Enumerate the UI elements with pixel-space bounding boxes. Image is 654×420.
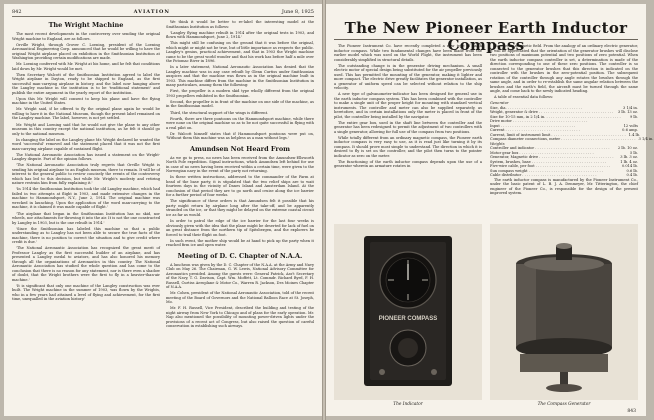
table-cell-value: 0.6 amp. — [622, 128, 638, 133]
compass-article-body — [334, 44, 482, 169]
paragraph: the earth's magnetic field. From the analogy of an ordinary electric generator, it will be appreciated that the orientation of the generator brushes will disclose two positions of maximum potential and two positions of zero potential. When the earth inductor compass controller is set, a determination is made of the direction corresponding to one of these zero positions. The controller is so connected to the generator brushes that this direction is indicated on the controller with the brushes in the zero-potential position. The subsequent rotation of the controller through any angle rotates the brushes through the same angle, and in order to re-establish the same angular relation between the brushes and the earth's field, the aircraft must be turned through the same angle, and come back to the newly indicated heading. — [490, 44, 638, 93]
table-cell-value: 1 lb. 4 oz. — [620, 159, 638, 164]
paragraph: In such event, the mother ship would be at hand to pick up the party when it reached firm ice and open water. — [166, 238, 314, 248]
paragraph: 'Langley flying machine rebuilt in 1914 after the original tests in 1903, and flown with Hammondsport, June 2, 1914.' — [166, 30, 314, 40]
right-page-number: 843 — [627, 409, 636, 414]
table-cell-value: 9 lb. — [629, 114, 638, 119]
paragraph: Third, the structural support of the wings is different. — [170, 110, 269, 115]
paragraph: The most recent developments in the controversy over sending the original Wright machine to England, are as follows. — [12, 32, 160, 41]
naa-meeting-body — [166, 263, 314, 329]
paragraph: A table of essential data follows: — [494, 95, 554, 100]
table-cell-value: 12 volts — [623, 123, 638, 128]
table-cell-key: Controller and indicator . . . . . . . . . . . . . . . . . . . . . . . . . . . . . . . . . — [490, 146, 610, 151]
table-cell-value: 0.6 lb. — [626, 168, 638, 173]
table-section-label: Generator — [490, 101, 509, 106]
paragraph: This might still be confusing on the ground that it was before the original, which might or might not be true, but of little importance as respects the public. Langley's genius, practical achievement, and that in 1903 the Wright machine came to be the great world wonder and that his work has before half a mile over the Potomac River in 1896. — [166, 41, 314, 64]
paragraph: A new type of galvanometer-indicator has been designed for general use in the earth inductor compass system. This has been combined with the controller to make a single unit of the proper height for mounting with standard vertical instruments. The controller and meter can also be supplied separately, as heretofore, and in certain installations only the meter is placed in front of the pilot, the controller being installed by the navigator. — [334, 92, 482, 119]
table-cell-key: Drive motor . . . . . . . . . . . . . . . . . . . . . . . . . . . . . . . . . — [490, 119, 588, 124]
compass-article-closing — [490, 178, 638, 196]
paragraph: Orville Wright, through Grover C. Loening, president of the Loening Aeronautical Engineering Corp. announced that he would be willing to have the original Wright airplane placed on exhibition in the Smithsonian Institution at Washington providing certain modifications are made. — [12, 42, 160, 61]
table-cell-key: Input . . . . . . . . . . . . . . . . . . . . . . . . . . . . . . . . . — [490, 123, 576, 128]
running-title: AVIATION — [133, 8, 170, 15]
paragraph: The Pioneer Instrument Co. have recently completed a new type of earth inductor compass. While two fundamental changes have been made from the earlier model which was used on the World Flight, the instrument has been considerably simplified in structural details. — [334, 44, 482, 62]
paragraph: As we go to press, no news has been received from the Amundsen-Ellsworth North Pole expedition. Signal instructions, which Amundsen left behind for use in case of no news having been received within a certain time, were given to the Norwegian navy in the event of the party not returning. — [166, 155, 314, 174]
issue-date: June 8, 1925 — [281, 8, 314, 15]
wright-machine-title: The Wright Machine — [48, 21, 124, 29]
indicator-brand-label: PIONEER COMPASS — [378, 316, 438, 322]
title-divider — [334, 39, 638, 40]
table-cell-key: Five-wire cable, per foot . . . . . . . . . . . . . . . . . . . . . . . . . . . . . . . . . — [490, 164, 611, 169]
paragraph: Mr. F. H. Russell, Vice President, described the building and testing of the night airway from New York to Chicago and of plans for the early operation. Mr. Nap also mentioned the possibility of mounting power-driven lights under the provisions of a recent act of Congress, but also raised the question of careful conservation in establishing such airways. — [166, 306, 314, 329]
paragraph: The significance of these orders is that Amundsen felt it possible that his party might return by airplane long after the take-off, and be apparently stranded on the ice, or that they might be delayed on the extreme coastal circuit ice as far as would. — [166, 199, 314, 217]
table-cell-key: Motor gear box . . . . . . . . . . . . . . . . . . . . . . . . . . . . . . . . . — [490, 150, 594, 155]
right-page — [326, 4, 654, 416]
table-cell-key: Size, dia. . . . . . . . . . . . . . . . . . . . . . . . . . . . . . . . . . — [490, 105, 583, 110]
page-header-left — [12, 7, 314, 17]
paragraph: 'Since the Smithsonian has labeled this machine so that a public understanding as to Langley has not been able to secure the true facts of the machine, there is no position to correct the situation and to give credit where credit is due.' — [12, 226, 160, 245]
wright-article-continued — [166, 20, 314, 141]
paragraph: Second, the propeller is in front of the machine on one side of the machine, as in the Smithsonian model. — [166, 99, 314, 109]
paragraph: We think it would be better to re-label the interesting model at the Smithsonian Institution as follows: — [166, 20, 314, 29]
table-cell-value: 3 lb. 13 oz. — [617, 110, 638, 115]
paragraph: Fourth, there are three pontoons on the Hammondsport machine, while there were none on the original machine so as to be not quite successful in flying with a real pilot on. — [166, 116, 314, 130]
paragraph: The functioning of the earth inductor compass depends upon the use of a generator wherein an armature rotates in — [334, 159, 482, 169]
paragraph: The National Aeronautic Association has issued a statement on the Wright-Langley dispute. Part of the opinion follows. — [12, 152, 160, 162]
paragraph: The earth inductor compass is manufactured by the Pioneer Instrument Co., under the basic patent of L. B. J. A. Denmeyer, Mr. Titterington, the chief engineer of the Pioneer Co., is responsible for the design of the present improved system. — [490, 177, 638, 196]
amundsen-article-body — [166, 156, 314, 248]
table-section-label: Weights — [490, 141, 505, 146]
table-cell-key: Weight, generator & drive . . . . . . . . . . . . . . . . . . . . . . . . . . . . . . . . . — [490, 110, 614, 115]
table-cell-value: 1.4 lb. — [628, 132, 641, 137]
table-cell-value: 0.4 lb. — [626, 173, 638, 178]
paragraph: In a later statement, National Aeronautic Association has denied that the Langley machine was in any case rebuilt by Glenn Curtiss under Smithsonian auspices and that the machine was flown as in the original machine built in 1903. This machine differs from the machine in the Smithsonian Institution in many particulars, among them the following: — [166, 65, 314, 88]
table-cell-value: 3 lb. 3 oz. — [620, 155, 638, 160]
paragraph: Then Secretary Walcott of the Smithsonian Institution agreed to label the Wright airplane in Dayton, ready to be shipped to England, as the first successful man-carrying airplane in history, and the label now hanging above the Langley machine in the institution is to be 'traditional statement' and publish the entire argument in the yearly report of the institution. — [12, 72, 160, 95]
indicator-illustration — [334, 224, 482, 400]
table-cell-key: Current . . . . . . . . . . . . . . . . . . . . . . . . . . . . . . . . . — [490, 128, 580, 133]
right-column-1 — [334, 44, 482, 219]
right-column-2 — [490, 44, 654, 219]
paragraph: 'It is significant that only one machine of the Langley construction was ever built. The Wright machine in the summer of 1903, was flown by the Wrights, who in a few years had attained a level of flying and achievement, for the first time, unequalled in the aviation history.' — [12, 283, 160, 302]
generator-caption: The Compass Generator — [537, 402, 591, 407]
paragraph: A luncheon was given by the D. C. Chapter of the N.A.A. at the Army and Navy Club on May 26. The Chairman, G. W. Lewis, National Advisory Committee for Aeronautics presided. Among the guests were: General Patrick, Ass't Secretary of the Navy, T. G. Davison, Capt. Wm. Moffett, Lt. Commdr. Richard Byrd, F. H. Russell, Curtiss Aeroplane & Motor Co., Warren R. Jackson, Des Moines Chapter of N.A.A. — [166, 262, 314, 290]
table-cell-value: 5 lb. — [629, 150, 638, 155]
table-cell-key: Generator, Magnetic drive . . . . . . . . . . . . . . . . . . . . . . . . . . . . . . . . . — [490, 155, 614, 160]
table-cell-value: 0.014 lb. — [621, 164, 638, 169]
table-row — [490, 137, 654, 142]
paragraph: In order to patrol the edge of the ice barrier for the last four weeks is obviously given with the idea that the plane might be deserted for lack of fuel on an great distance from the northern tip of Spitsbergen, and the explorers be forced to trail their flight on foot. — [166, 219, 314, 237]
table-cell-key: Cable distributor . . . . . . . . . . . . . . . . . . . . . . . . . . . . . . . . . — [490, 173, 597, 178]
indicator-photo — [334, 224, 482, 400]
paragraph: Mr. Loening conferred with Mr. Wright at his home, and he felt that conditions laid down by Mr. Wright would be met. — [12, 62, 160, 71]
paragraph: Mr. Cohen, president of the National Aeronautic Association, told of the recent meeting of the Board of Governors and the National Balloon Race at St. Joseph, Mo. — [166, 291, 315, 305]
table-cell-value: 3 1/4 in. — [623, 105, 638, 110]
paragraph: The entire gear box, used in the shaft line between the controller and the generator has been redesigned to permit the adjustment of two controllers with a single generator, allowing for full use of the compass from two positions. — [334, 120, 482, 134]
wright-article-body — [12, 32, 160, 302]
paragraph: In these written instructions, addressed to the commander of the Farm at head of the base party, it is stipulated that the two relief ships are to wait fourteen days in the vicinity of Danes Island and Amsterdam Island. At the conclusion of that period they are to go north and cruise along the ice barrier for a further period of four weeks. — [166, 175, 314, 198]
table-cell-key: System, brushes, base . . . . . . . . . . . . . . . . . . . . . . . . . . . . . . . . . — [490, 159, 607, 164]
paragraph: 'The National Aeronautic Association has recognized the great merit of Professor Langley as the first successful builder of an airplane, and has presented a Langley medal to aviators, and has also honored his memory through all the organizations of Aeronautics in this country. The National Aeronautic Association has studied the whole question and has come to the conclusion that there is no reason for any statement, nor is there even a shadow of doubt, that the Wright brothers were the first to fly in a heavier-than-air machine.' — [12, 246, 160, 282]
compass-article-title: The New Pioneer Earth Inductor Compass — [344, 19, 628, 54]
paragraph: 'The National Aeronautic Association truly regrets that Orville Wright is sending his original airplane to an English museum, there to remain. It will be of interest to the general public to review concisely the events of the controversy which has led to this decision, but while Mr. Wright's modesty and retiring nature restrain him from fully explaining it.' — [12, 163, 160, 186]
paragraph: In changing the label on the Langley plane Mr. Wright declared he wanted the word 'successful' removed and the statement placed that it was not the first man-carrying airplane capable of sustained flight. — [12, 137, 160, 151]
table-cell-key: Size for 10-15 mm, in 2 1/4 in. . . . . . . . . . . . . . . . . . . . . . . . . . . . . . . . . . — [490, 114, 621, 119]
paragraph: Upon this Mr. Wright will consent to keep his plane and have the flying machine in the United States. — [12, 96, 160, 106]
left-column-1 — [12, 20, 160, 412]
page-number: 842 — [12, 8, 22, 15]
paragraph: 'In 1914 the Smithsonian Institution took the old Langley machine, which had failed in two attempts at flight in 1903, and made extensive changes in the machine to Hammondsport, N.Y., June 2, 1914. The original machine was wrecked in launching. Upon the application of the word man-carrying to the machine, it is claimed it was made capable of flight.' — [12, 187, 160, 210]
generator-photo — [490, 224, 638, 400]
indicator-caption: The Indicator — [393, 402, 423, 407]
paragraph: While totally different from an ordinary magnetic compass, the Pioneer earth inductor compass is very easy to use, as it is read just like turning it by its compass. It should prove most simple to understand. The direction in which it is desired to fly is set on the controller, and the pilot then turns to the pointer indicator as zero on the meter. — [334, 135, 482, 158]
amundsen-title: Amundsen Not Heard From — [189, 144, 291, 153]
naa-meeting-title: Meeting of D. C. Chapter of N.A.A. — [177, 251, 303, 260]
table-cell-key: Sun compass weight . . . . . . . . . . . . . . . . . . . . . . . . . . . . . . . . . — [490, 168, 603, 173]
paragraph: Dr. Walcott himself states that if Hammondsport pontoons were put on, 'Without them this machine was as helpless as a man without legs.' — [166, 131, 314, 141]
compass-article-continued — [490, 44, 638, 100]
left-column-2 — [166, 20, 314, 412]
table-cell-key: Current, limit of instrument limit . . . . . . . . . . . . . . . . . . . . . . . . . . . . . . . . . — [490, 132, 626, 137]
paragraph: 'The airplane that began in the Smithsonian Institution has no skid, nor wheels, nor attachments for throwing it into the air. It is not the one constructed by Langley in 1903, but is the one rebuilt in 1914.' — [12, 211, 160, 225]
left-page — [4, 4, 322, 416]
generator-illustration — [490, 224, 638, 400]
paragraph: The outstanding change is in the generator driving mechanism. A small electric motor of special design being substituted for the air propeller previously used. This has permitted the mounting of the generator, making it lighter and more compact. The electric drive greatly facilitates the generator installation, as a generator of uniform speed can be selected without relation to the ship velocity. — [334, 63, 482, 91]
table-cell-value: 3 1/4 in. — [638, 137, 654, 142]
paragraph: First, the propeller is a modern skid type wholly different from the original 1903 propellers exhibited in the Smithsonian. — [166, 89, 314, 98]
essential-data-table — [490, 101, 654, 178]
paragraph: Mr. Wright and Loening said that he would not give the plane to any other museum in this country except the national institution, as he felt it should go only to the national museum. — [12, 122, 160, 136]
table-cell-value: 2 lb. 10 oz. — [617, 146, 638, 151]
table-cell-key: Compass diameter connections, meter . . . . . . . . . . . . . . . . . . . . . . . . . . . . . . . . . — [490, 137, 636, 142]
paragraph: Mr. Wright said, if he offered to fly the original plane again he would be willing to have it in the National Museum, though the present label remained on the Langley machine. The label, however, is not yet settled. — [12, 107, 160, 121]
